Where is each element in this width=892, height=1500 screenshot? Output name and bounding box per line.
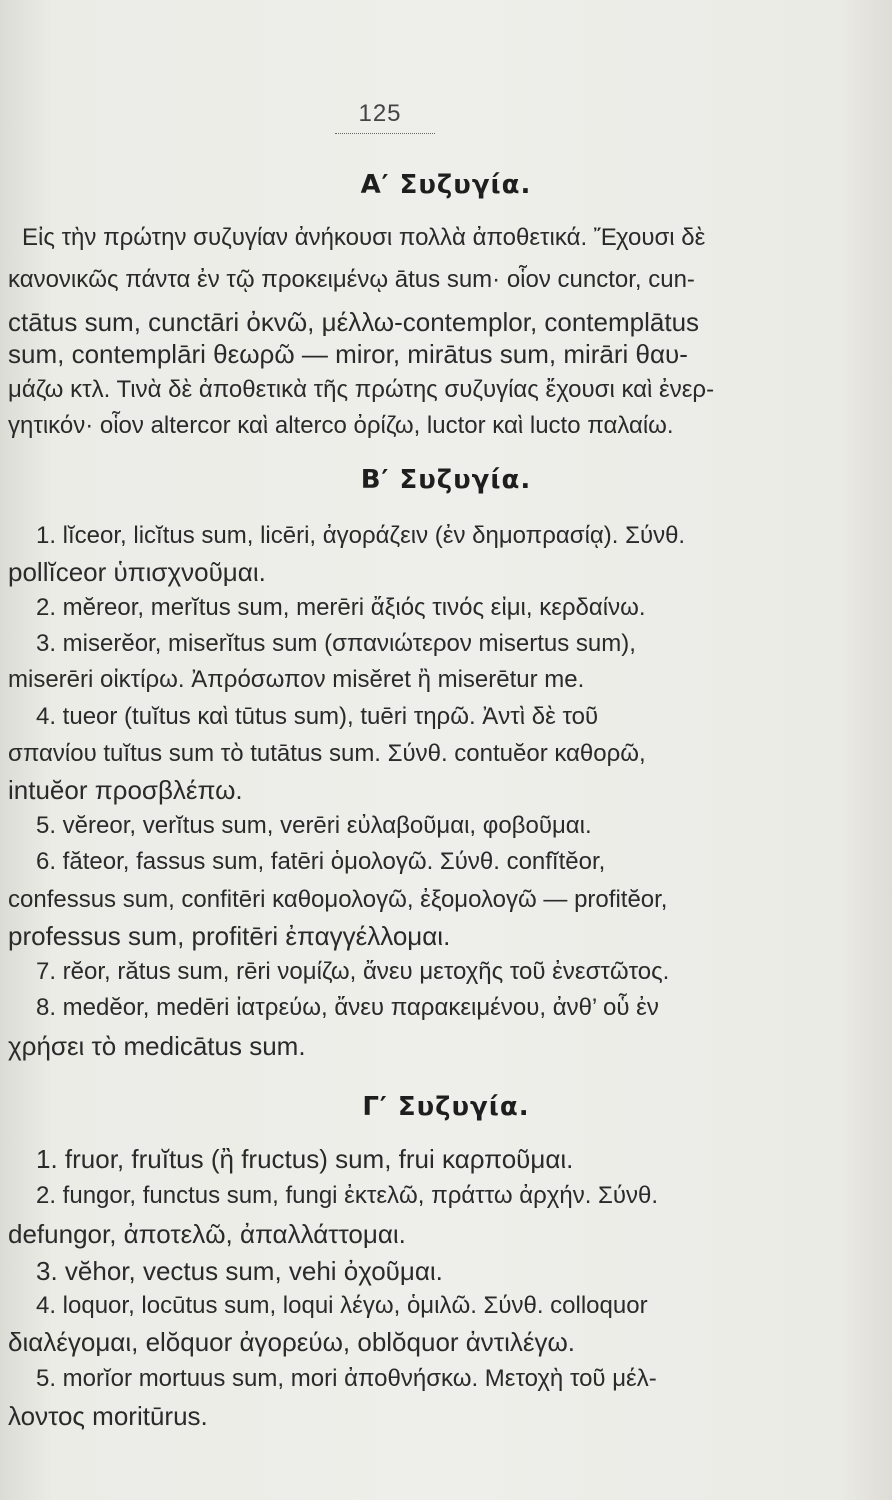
text-line: professus sum, profitēri ἐπαγγέλλομαι. (8, 921, 451, 951)
section-heading-a: Α′ Συζυγία. (360, 170, 532, 200)
page-number: 125 (358, 100, 402, 127)
text-line: 7. rĕor, rătus sum, rēri νομίζω, ἄνευ μετοχῆς τοῦ ἐνεστῶτος. (36, 958, 670, 985)
text-line: 6. făteor, fassus sum, fatēri ὁμολογῶ. Σύνθ. confĭtĕor, (36, 848, 606, 875)
text-line: 4. tueor (tuĭtus καὶ tūtus sum), tuēri τηρῶ. Ἀντὶ δὲ τοῦ (36, 703, 599, 730)
text-line: 5. morĭor mortuus sum, mori ἀποθνήσκω. Μετοχὴ τοῦ μέλ- (36, 1365, 657, 1392)
text-line: γητικόν· οἷον altercor καὶ alterco ὀρίζω, luctor καὶ lucto παλαίω. (8, 412, 674, 439)
text-line: 2. mĕreor, merĭtus sum, merēri ἄξιός τινός εἰμι, κερδαίνω. (36, 594, 646, 621)
text-line: σπανίου tuĭtus sum τὸ tutātus sum. Σύνθ. contuĕor καθορῶ, (8, 740, 646, 767)
text-line: Εἰς τὴν πρώτην συζυγίαν ἀνήκουσι πολλὰ ἀποθετικά. Ἔχουσι δὲ (22, 224, 706, 251)
text-line: miserēri οἰκτίρω. Ἀπρόσωπον misĕret ἢ miserētur me. (8, 666, 585, 693)
text-line: κανονικῶς πάντα ἐν τῷ προκειμένῳ ātus sum· οἷον cunctor, cun- (8, 266, 695, 293)
text-line: 4. loquor, locūtus sum, loqui λέγω, ὁμιλῶ. Σύνθ. colloquor (36, 1292, 648, 1319)
text-line: defungor, ἀποτελῶ, ἀπαλλάττομαι. (8, 1219, 406, 1249)
text-line: 3. miserĕor, miserĭtus sum (σπανιώτερον misertus sum), (36, 630, 636, 657)
text-line: 8. medĕor, medēri ἰατρεύω, ἄνευ παρακειμένου, ἀνθ’ οὗ ἐν (36, 994, 659, 1021)
text-line: confessus sum, confitēri καθομολογῶ, ἐξομολογῶ — profitĕor, (8, 886, 668, 913)
text-line: 1. fruor, fruĭtus (ἢ fructus) sum, frui καρποῦμαι. (36, 1144, 574, 1174)
text-line: 2. fungor, functus sum, fungi ἐκτελῶ, πράττω ἀρχήν. Σύνθ. (36, 1182, 659, 1209)
text-line: intuĕor προσβλέπω. (8, 775, 243, 805)
text-line: 1. lĭceor, licĭtus sum, licēri, ἀγοράζειν (ἐν δημοπρασίᾳ). Σύνθ. (36, 522, 686, 549)
text-line: ctātus sum, cunctāri ὀκνῶ, μέλλω-contemplor, contemplātus (8, 307, 700, 337)
text-line: διαλέγομαι, elŏquor ἀγορεύω, oblŏquor ἀντιλέγω. (8, 1327, 575, 1357)
text-line: 3. vĕhor, vectus sum, vehi ὀχοῦμαι. (36, 1256, 443, 1286)
text-line: 5. vĕreor, verĭtus sum, verēri εὐλαβοῦμαι, φοβοῦμαι. (36, 812, 592, 839)
text-line: λοντος moritūrus. (8, 1401, 208, 1431)
text-line: sum, contemplāri θεωρῶ — miror, mirātus sum, mirāri θαυ- (8, 339, 688, 369)
section-heading-b: Β′ Συζυγία. (360, 465, 532, 495)
text-line: pollĭceor ὑπισχνοῦμαι. (8, 557, 266, 587)
header-rule (335, 133, 435, 134)
text-line: μάζω κτλ. Τινὰ δὲ ἀποθετικὰ τῆς πρώτης συζυγίας ἔχουσι καὶ ἐνερ- (8, 376, 715, 403)
text-line: χρήσει τὸ medicātus sum. (8, 1031, 306, 1061)
section-heading-c: Γ′ Συζυγία. (362, 1092, 530, 1122)
